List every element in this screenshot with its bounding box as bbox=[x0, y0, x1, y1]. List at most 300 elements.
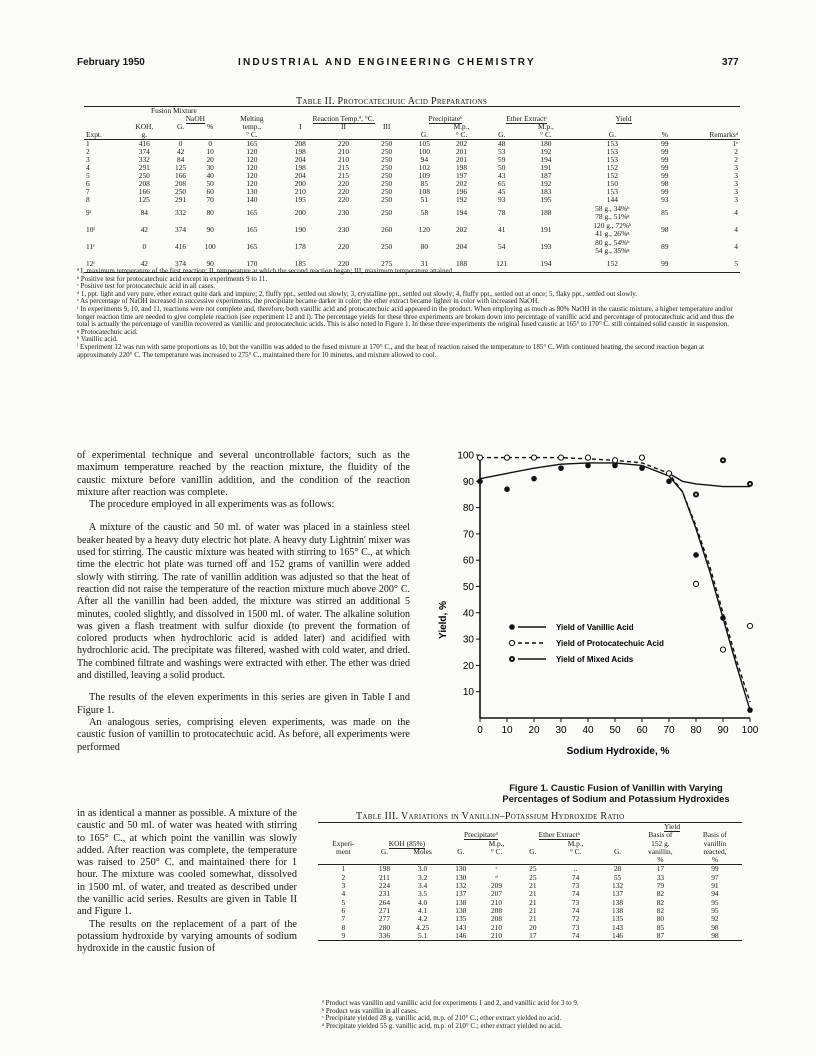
chart-legend bbox=[509, 623, 664, 664]
table-cell: 40 bbox=[206, 171, 214, 180]
y-tick-label: 40 bbox=[462, 608, 474, 620]
table3-body bbox=[318, 865, 742, 941]
table2-footnote: ᵉ As percentage of NaOH increased in successive experiments, the precipitate became darker in color; the ether extract became lighter in color with increased NaOH. bbox=[77, 297, 540, 306]
table-cell: ᵈ bbox=[495, 872, 498, 882]
table-cell: 7 bbox=[86, 187, 90, 196]
table-cell: 207 bbox=[490, 889, 503, 899]
table-cell: 208 bbox=[138, 179, 150, 188]
table-cell: 1ᵉ bbox=[732, 139, 738, 148]
table-cell: 0 bbox=[178, 139, 183, 148]
table-cell: 220 bbox=[337, 241, 350, 251]
x-tick-label: 30 bbox=[555, 725, 567, 736]
table-cell: 8 bbox=[341, 922, 346, 932]
table-cell: 194 bbox=[455, 207, 468, 217]
table-cell: 2 bbox=[341, 872, 346, 882]
chart-point-vanillic bbox=[720, 615, 726, 621]
table-cell: 121 bbox=[483, 255, 521, 273]
legend-swatch-marker-center bbox=[511, 658, 513, 660]
table-cell: 195 bbox=[540, 195, 552, 204]
y-tick-label: 30 bbox=[462, 634, 474, 646]
table-cell: 2 bbox=[734, 147, 738, 156]
table-cell: 191 bbox=[540, 224, 552, 234]
y-tick-label: 50 bbox=[462, 582, 474, 593]
table-cell: 188 bbox=[440, 255, 482, 273]
table-cell: 220 bbox=[337, 187, 350, 196]
table-cell: 250 bbox=[381, 163, 393, 172]
table-cell: 220 bbox=[337, 179, 350, 188]
table-cell: 3.4 bbox=[418, 881, 428, 891]
table-cell: 10 bbox=[206, 147, 214, 156]
table-cell: 231 bbox=[378, 889, 391, 899]
table-cell: 275 bbox=[365, 255, 408, 273]
chart-point-protocatechuic bbox=[531, 455, 536, 460]
table-cell: 82 bbox=[656, 905, 665, 915]
table-cell: 165 bbox=[246, 207, 258, 217]
table-cell: 20 bbox=[529, 922, 537, 932]
table-cell: 120 bbox=[418, 224, 430, 234]
table-cell: 208 bbox=[175, 179, 187, 188]
table-cell: 70 bbox=[206, 195, 214, 204]
table-cell: 188 bbox=[540, 207, 552, 217]
table-cell: 202 bbox=[455, 139, 468, 148]
table-cell: 99 bbox=[661, 155, 669, 164]
table-cell: 82 bbox=[656, 897, 665, 907]
table-cell: 100 bbox=[418, 147, 430, 156]
table-cell: 196 bbox=[455, 187, 468, 196]
table2-footnote: ⁱ Experiment 12 was run with same proportions as 10, but the vanillin was added to the fused mixture at 170° C., and the heat of reaction raised the temperature to 185° C. With continued heating, the second reaction began at approximately 220° C. The temperature was increased to 275° C., maintained there for 10 minutes, and mixture allowed to cool. bbox=[77, 342, 705, 359]
chart-ylabel: Yield, % bbox=[438, 601, 449, 639]
table-cell: 210 bbox=[294, 187, 306, 196]
table-cell: 78 bbox=[498, 207, 506, 217]
table-cell: 21 bbox=[529, 897, 537, 907]
table-cell: 85 bbox=[656, 922, 665, 932]
table-cell: 21 bbox=[529, 905, 537, 915]
yield-line: 54 g., 35%ᵍ bbox=[595, 245, 630, 255]
table2-body bbox=[84, 140, 740, 273]
table-cell: 4.2 bbox=[418, 914, 428, 924]
series-line-vanillic bbox=[480, 463, 750, 710]
table-cell: 98 bbox=[661, 179, 669, 188]
table-cell: 0 bbox=[208, 139, 213, 148]
table-cell: 250 bbox=[381, 195, 393, 204]
table2-head-ether: Ether Extractᶜ bbox=[506, 114, 548, 123]
table-cell: 99 bbox=[661, 139, 669, 148]
table-cell: 4 bbox=[734, 224, 738, 234]
table-cell: 1 bbox=[86, 139, 90, 148]
y-tick-label: 10 bbox=[462, 687, 474, 699]
table-cell: 42 bbox=[176, 147, 185, 156]
x-tick-label: 100 bbox=[741, 725, 759, 736]
table-cell: 165 bbox=[246, 224, 258, 234]
table-cell: 146 bbox=[602, 932, 633, 941]
chart-point-protocatechuic bbox=[558, 455, 563, 460]
table-cell: 208 bbox=[294, 139, 306, 148]
table-cell: 204 bbox=[294, 171, 306, 180]
table-row bbox=[84, 204, 740, 221]
chart-axes bbox=[476, 455, 750, 722]
table-cell: 200 bbox=[294, 207, 306, 217]
table-cell: 336 bbox=[369, 932, 400, 941]
table-cell: 198 bbox=[378, 864, 391, 874]
table-cell: 130 bbox=[455, 872, 467, 882]
table-cell: 55 bbox=[613, 872, 622, 882]
table-cell: 31 bbox=[408, 255, 440, 273]
y-tick-label: 80 bbox=[462, 503, 474, 515]
table2-footnote: ª I, maximum temperature of the first reaction; II, temperature at which the second reaction began; III, maximum temperature attained. bbox=[77, 267, 454, 275]
table2-footnote: ʰ Vanillic acid. bbox=[77, 335, 118, 344]
table-cell: 82 bbox=[656, 889, 665, 899]
table-cell: 97 bbox=[711, 872, 719, 882]
y-tick-label: 70 bbox=[462, 529, 474, 541]
table-cell: 416 bbox=[138, 139, 150, 148]
table2-head-reaction: Reaction Temp.ª, °C. bbox=[312, 114, 375, 123]
table-cell: 280 bbox=[378, 922, 391, 932]
table-cell: 220 bbox=[337, 139, 350, 148]
table-cell: 28 bbox=[613, 864, 622, 874]
figure1-chart bbox=[430, 445, 780, 780]
chart-point-vanillic bbox=[585, 463, 591, 469]
table-cell: 120 bbox=[246, 179, 258, 188]
table-cell: 7 bbox=[341, 914, 346, 924]
table-cell: 74 bbox=[571, 889, 580, 899]
table-cell: 120 bbox=[246, 171, 258, 180]
y-tick-label: 100 bbox=[457, 450, 474, 462]
table-cell: 80 bbox=[656, 914, 665, 924]
table-cell: 74 bbox=[571, 905, 580, 915]
table-cell: 416 bbox=[175, 241, 187, 251]
table-cell: 74 bbox=[571, 872, 580, 882]
chart-point-vanillic bbox=[747, 707, 753, 713]
table-cell: 138 bbox=[612, 897, 624, 907]
table-cell: 73 bbox=[571, 881, 580, 891]
table-cell: 197 bbox=[455, 171, 468, 180]
table-cell: 332 bbox=[175, 207, 187, 217]
paragraph: The results on the replacement of a part of the potassium hydroxide by varying amounts of sodium hydroxide in the caustic fusion of bbox=[77, 918, 297, 955]
table-cell: 2 bbox=[734, 155, 738, 164]
table-cell: 210 bbox=[476, 932, 516, 941]
table-cell: 190 bbox=[294, 224, 306, 234]
table-cell: 25 bbox=[529, 872, 537, 882]
legend-swatch-marker bbox=[509, 624, 515, 630]
chart-point-vanillic bbox=[612, 463, 618, 469]
table-cell: 4 bbox=[734, 207, 738, 217]
chart-point-protocatechuic bbox=[693, 581, 698, 586]
table-cell: 4 bbox=[734, 241, 738, 251]
table-cell: 84 bbox=[140, 207, 148, 217]
yield-line: 58 g., 34%ʰ bbox=[595, 204, 630, 213]
table-cell: 210 bbox=[490, 922, 503, 932]
header-date: February 1950 bbox=[77, 57, 145, 68]
table-cell: 85 bbox=[420, 179, 429, 188]
chart-point-vanillic bbox=[693, 552, 699, 558]
table2-head-naoh: NaOH bbox=[185, 114, 206, 123]
series-line-protocatechuic bbox=[480, 458, 750, 703]
table-cell: 20 bbox=[206, 155, 214, 164]
table-cell: 92 bbox=[711, 914, 719, 924]
table-cell: 250 bbox=[381, 155, 393, 164]
table-cell: 99 bbox=[661, 147, 669, 156]
chart-point-mixed-center bbox=[695, 493, 697, 495]
table-cell: 208 bbox=[490, 914, 503, 924]
chart-point-protocatechuic bbox=[504, 455, 509, 460]
table-cell: 204 bbox=[294, 155, 306, 164]
chart-point-protocatechuic bbox=[612, 458, 617, 463]
table-cell: 33 bbox=[656, 872, 665, 882]
x-tick-label: 0 bbox=[477, 725, 483, 736]
table-cell: 3 bbox=[86, 155, 90, 164]
table-cell: 332 bbox=[138, 155, 150, 164]
chart-point-vanillic bbox=[531, 476, 537, 482]
chart-points bbox=[477, 455, 753, 713]
table-cell: 192 bbox=[540, 179, 552, 188]
body-text-left-narrow bbox=[77, 808, 297, 956]
table-cell: 271 bbox=[378, 905, 391, 915]
table2-footnotes bbox=[77, 268, 739, 359]
table-cell: 138 bbox=[612, 905, 624, 915]
header-page-number: 377 bbox=[722, 57, 739, 68]
table-cell: 1 bbox=[341, 864, 346, 874]
table-cell: 50 bbox=[498, 163, 506, 172]
table-cell: 143 bbox=[455, 922, 467, 932]
table-cell: 250 bbox=[381, 187, 393, 196]
table-cell: 0 bbox=[142, 241, 147, 251]
table-cell: 84 bbox=[176, 155, 185, 164]
table-cell: 250 bbox=[381, 179, 393, 188]
table-cell: 102 bbox=[418, 163, 430, 172]
table-cell: 41 bbox=[498, 224, 506, 234]
table-cell: 98 bbox=[661, 224, 669, 234]
table-cell: 260 bbox=[381, 224, 393, 234]
table-cell: 95 bbox=[711, 897, 719, 907]
table2-head-fusion: Fusion Mixture bbox=[123, 107, 225, 116]
table-cell: 152 bbox=[606, 163, 618, 172]
table-cell: 120 bbox=[246, 163, 258, 172]
table-cell: 194 bbox=[540, 155, 552, 164]
table-cell: 211 bbox=[379, 872, 390, 882]
chart-point-mixed-center bbox=[722, 459, 724, 461]
y-tick-label: 60 bbox=[462, 555, 474, 567]
yield-line: 152 bbox=[606, 258, 618, 268]
table-cell: 374 bbox=[175, 224, 187, 234]
table-cell: 93 bbox=[498, 195, 506, 204]
table-cell: 87 bbox=[633, 932, 688, 941]
table-cell: 220 bbox=[322, 255, 365, 273]
table-cell: 153 bbox=[606, 147, 618, 156]
table-cell: 153 bbox=[606, 187, 618, 196]
table-cell: 21 bbox=[529, 881, 537, 891]
table-cell: 250 bbox=[138, 171, 150, 180]
x-tick-label: 10 bbox=[501, 725, 513, 736]
table-cell: 5 bbox=[341, 897, 346, 907]
table-cell: 99 bbox=[654, 255, 676, 273]
table-cell: 138 bbox=[455, 905, 467, 915]
table-cell: 3 bbox=[341, 881, 346, 891]
table-row bbox=[84, 221, 740, 238]
table-cell: 21 bbox=[529, 914, 537, 924]
x-tick-label: 80 bbox=[690, 725, 702, 736]
table-cell: 4.25 bbox=[416, 922, 430, 932]
table-cell: 198 bbox=[294, 147, 306, 156]
table-cell: 109 bbox=[418, 171, 430, 180]
table-cell: 6 bbox=[341, 905, 346, 915]
table-cell: 215 bbox=[337, 171, 350, 180]
table-cell: 125 bbox=[138, 195, 150, 204]
table3-footnote: ᵇ Product was vanillin in all cases. bbox=[322, 1006, 418, 1015]
chart-point-protocatechuic bbox=[666, 471, 671, 476]
y-tick-label: 90 bbox=[462, 476, 474, 488]
table-cell: 45 bbox=[498, 187, 506, 196]
table-cell: 130 bbox=[246, 187, 258, 196]
table-cell: 210 bbox=[337, 147, 350, 156]
table-cell: 195 bbox=[294, 195, 306, 204]
table-cell: 153 bbox=[606, 155, 618, 164]
table-cell: 132 bbox=[612, 881, 624, 891]
table-cell: 4.0 bbox=[418, 897, 428, 907]
table-cell: 5 bbox=[676, 255, 740, 273]
header-journal: INDUSTRIAL AND ENGINEERING CHEMISTRY bbox=[238, 57, 536, 68]
series-line-mixed bbox=[669, 473, 750, 486]
table-cell: 108 bbox=[418, 187, 430, 196]
chart-point-vanillic bbox=[504, 486, 510, 492]
table-cell: 43 bbox=[498, 171, 506, 180]
table-cell: 105 bbox=[418, 139, 430, 148]
chart-point-vanillic bbox=[558, 465, 564, 471]
table-cell: 137 bbox=[455, 889, 467, 899]
table-cell: 250 bbox=[381, 139, 393, 148]
table-cell: 3 bbox=[734, 195, 738, 204]
table-cell: 132 bbox=[455, 881, 467, 891]
table-cell: 74 bbox=[549, 932, 602, 941]
table-cell: 165 bbox=[246, 241, 258, 251]
table-cell: 42 bbox=[140, 224, 148, 234]
table-cell: 91 bbox=[711, 881, 719, 891]
table-cell: 264 bbox=[378, 897, 391, 907]
table-row bbox=[84, 196, 740, 204]
chart-point-mixed-center bbox=[749, 483, 751, 485]
table-cell: 17 bbox=[517, 932, 550, 941]
table2-footnote: ᵍ Protocatechuic acid. bbox=[77, 327, 138, 336]
table-row bbox=[318, 932, 742, 941]
x-tick-label: 70 bbox=[663, 725, 675, 736]
table-cell: 5.1 bbox=[400, 932, 445, 941]
paragraph: The results of the eleven experiments in this series are given in Table I and Figure 1. bbox=[77, 692, 410, 716]
table-cell: 137 bbox=[612, 889, 624, 899]
table3-footnote: ª Product was vanillin and vanillic acid for experiments 1 and 2, and vanillic acid for 3 to 9. bbox=[322, 999, 579, 1007]
table-cell: 90 bbox=[195, 255, 225, 273]
table-row bbox=[84, 238, 740, 255]
table-cell: 374 bbox=[138, 147, 150, 156]
chart-point-protocatechuic bbox=[639, 455, 644, 460]
legend-entry: Yield of Protocatechuic Acid bbox=[556, 639, 664, 648]
table-cell: 9ᶠ bbox=[86, 207, 92, 217]
table-cell-yield bbox=[571, 204, 654, 221]
chart-tick-labels bbox=[457, 451, 758, 737]
table-cell: 125 bbox=[175, 163, 187, 172]
table-cell: 166 bbox=[138, 187, 150, 196]
table-cell: 50 bbox=[206, 179, 214, 188]
table-cell: 138 bbox=[455, 897, 467, 907]
table-cell: 53 bbox=[498, 147, 506, 156]
table-cell: 143 bbox=[612, 922, 624, 932]
table-cell: 120 bbox=[246, 147, 258, 156]
table2: Fusion Mixture NaOH Melting Reaction Temp.ª, °C. Precipitateᵇ Ether Extractᶜ Yield KOH, G. % temp., I II III M.p., M.p., Expt. g. ° C. G. ° C. G. ° C. G. % Remarksᵈ 1 416 0 0 165 208 220 250 105 202 48 180 153 99 1ᵉ 2 374 42 10 120 198 210 250 100 201 53 192 153 99 2 3 332 84 20 120 204 210 250 94 201 59 194 153 99 2 4 291 125 30 120 198 215 250 102 198 50 191 152 99 3 5 250 166 40 120 204 215 250 109 197 43 187 152 99 3 6 208 208 50 120 200 220 250 85 202 65 192 150 98 3 7 166 250 60 130 210 220 250 108 196 45 183 153 99 3 8 125 291 70 140 195 220 250 51 192 93 195 144 93 3 9ᶠ 84 332 80 165 200 230 250 58 194 78 188 58 g., 34%ʰ 78 g., 51%ᵍ 85 4 10ᶠ 42 374 90 165 190 230 260 120 202 41 191 120 g., 72%ʰ 41 g., 26%ᵍ 98 4 11ᶠ 0 416 100 165 178 220 250 80 204 54 193 80 g., 54%ʰ 54 g., 35%ᵍ 89 4 12ⁱ 42 374 90 170 185 220 275 31 188 121 194 152 99 5 bbox=[84, 106, 740, 273]
table2-footnote: ᵇ Positive test for protocatechuic acid except in experiments 9 to 11. bbox=[77, 274, 268, 283]
table-cell: 11ᶠ bbox=[86, 241, 95, 251]
table-cell: 59 bbox=[498, 155, 506, 164]
table-cell: 192 bbox=[455, 195, 468, 204]
table-cell: 73 bbox=[571, 922, 580, 932]
table-cell: 180 bbox=[540, 139, 552, 148]
table-cell: 146 bbox=[445, 932, 476, 941]
table-cell: 224 bbox=[378, 881, 391, 891]
table3-footnote: ᵈ Precipitate yielded 55 g. vanillic acid, m.p. of 210° C.; ether extract yielded no acid. bbox=[322, 1021, 562, 1030]
table-cell: 99 bbox=[661, 163, 669, 172]
table-cell: 17 bbox=[656, 864, 665, 874]
paragraph: in as identical a manner as possible. A mixture of the caustic and 50 ml. of water was heated with stirring to 165° C., at which point the vanillin was slowly added. After reaction was complete, the temperature was raised to 250° C. and maintained there for 1 hour. The mixture was cooled somewhat, dissolved in 1500 ml. of water, and treated as described under the vanillic acid series. Results are given in Table II and Figure 1. bbox=[77, 808, 297, 918]
chart-point-vanillic bbox=[666, 479, 672, 485]
table-cell: 3 bbox=[734, 179, 738, 188]
table-cell: 198 bbox=[294, 163, 306, 172]
x-tick-label: 50 bbox=[609, 725, 621, 736]
table-cell: 130 bbox=[455, 864, 467, 874]
table-cell: 99 bbox=[711, 864, 719, 874]
table-cell: 193 bbox=[540, 241, 552, 251]
table-cell: 42 bbox=[123, 255, 166, 273]
table-cell: 89 bbox=[661, 241, 669, 251]
table-cell: 51 bbox=[420, 195, 429, 204]
chart-point-protocatechuic bbox=[747, 623, 752, 628]
paragraph-procedure: A mixture of the caustic and 50 ml. of water was placed in a stainless steel beaker heated by a heavy duty electric hot plate. A heavy duty Lightnin' mixer was used for stirring. The caustic mixture was heated with stirring to 165° C., at which time the electric hot plate was turned off and 152 grams of vanillin were added slowly with stirring. The rate of vanillin addition was adjusted so that the heat of reaction did not raise the temperature of the reaction mixture much above 200° C. After all the vanillin had been added, the mixture was stirred an additional 5 minutes, cooled slightly, and dissolved in 1500 ml. of water. The alkaline solution was given a flash treatment with sulfur dioxide (to prevent the formation of colored products when hydrochloric acid is added later) and acidified with hydrochloric acid. The precipitate was filtered, washed with cold water, and dried. The combined filtrate and washings were extracted with ether. The ether was dried and distilled, leaving a solid product. bbox=[77, 522, 410, 682]
table-cell: 153 bbox=[606, 139, 618, 148]
table-cell: 201 bbox=[455, 155, 468, 164]
table-cell: 6 bbox=[86, 179, 90, 188]
table-cell: 166 bbox=[175, 171, 187, 180]
table-cell: 98 bbox=[711, 922, 719, 932]
table-cell: 79 bbox=[656, 881, 665, 891]
table-cell: 99 bbox=[661, 171, 669, 180]
table-cell: 135 bbox=[455, 914, 467, 924]
chart-point-vanillic bbox=[477, 479, 483, 485]
table-cell-yield bbox=[571, 221, 654, 238]
table-cell: 250 bbox=[381, 147, 393, 156]
yield-line: 120 g., 72%ʰ bbox=[593, 221, 632, 230]
table2-title: Table II. Protocatechuic Acid Preparations bbox=[296, 96, 488, 107]
table-cell: 178 bbox=[294, 241, 306, 251]
table-cell: 152 bbox=[606, 171, 618, 180]
figure1-caption: Figure 1. Caustic Fusion of Vanillin with Varying Percentages of Sodium and Potassium Hydroxides bbox=[502, 782, 730, 804]
table-cell: 210 bbox=[337, 155, 350, 164]
chart-point-protocatechuic bbox=[585, 455, 590, 460]
x-tick-label: 90 bbox=[717, 725, 729, 736]
table-cell: 30 bbox=[206, 163, 214, 172]
table3-footnotes bbox=[322, 1000, 742, 1030]
table-cell: 201 bbox=[455, 147, 468, 156]
table-cell: .. bbox=[573, 864, 578, 874]
table-cell: 200 bbox=[294, 179, 306, 188]
table-cell: 80 bbox=[206, 207, 214, 217]
table-cell: 4 bbox=[86, 163, 90, 172]
table-cell: 187 bbox=[540, 171, 552, 180]
table-cell: 192 bbox=[540, 147, 552, 156]
table-cell: 58 bbox=[420, 207, 429, 217]
paragraph: of experimental technique and several uncontrollable factors, such as the maximum temperature reached by the reaction mixture, the fluidity of the caustic mixture before vanillin addition, and the condition of the reaction mixture after reaction was complete. bbox=[77, 450, 410, 498]
table-cell: 3 bbox=[734, 187, 738, 196]
table-cell: 4.1 bbox=[418, 905, 428, 915]
table-cell: 99 bbox=[661, 187, 669, 196]
table-cell: 277 bbox=[378, 914, 391, 924]
table-cell-yield bbox=[571, 238, 654, 255]
table-cell: 25 bbox=[529, 864, 537, 874]
